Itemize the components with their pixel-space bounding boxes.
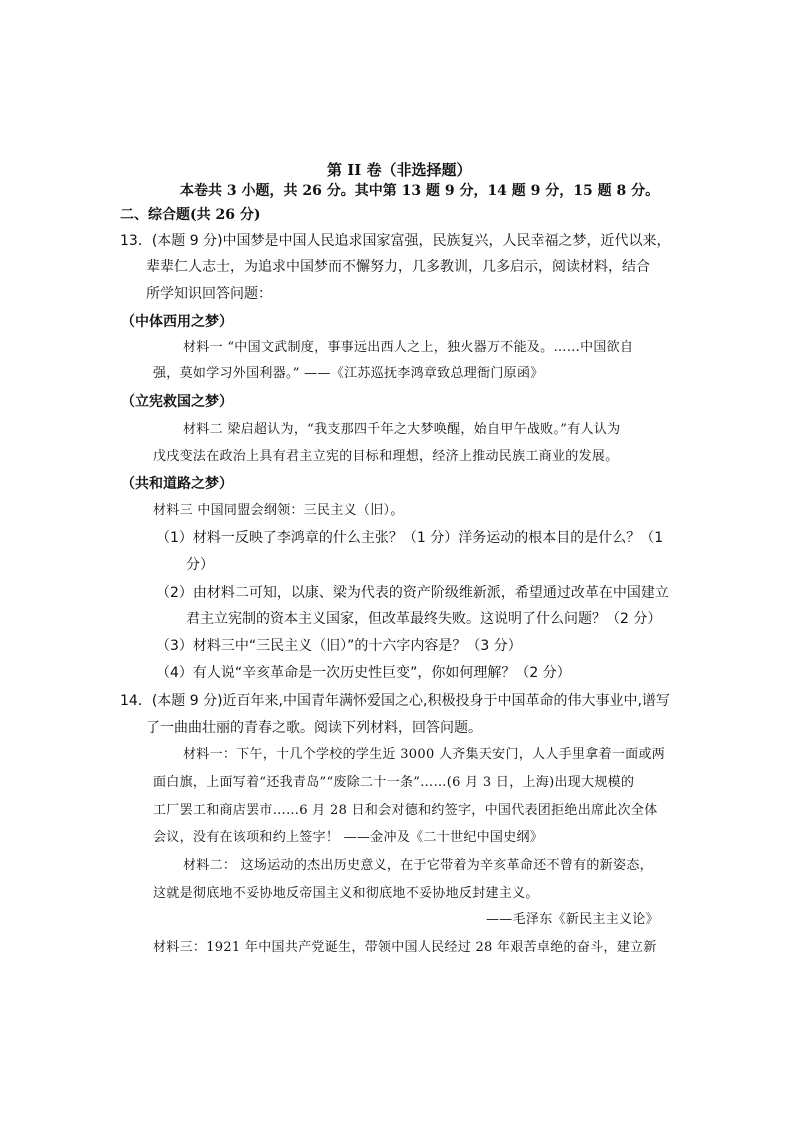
q13-dream1-heading: （中体西用之梦）	[121, 314, 233, 330]
q14-stem-line2: 了一曲曲壮丽的青春之歌。阅读下列材料，回答问题。	[146, 720, 482, 736]
q13-stem-line2: 辈辈仁人志士，为追求中国梦而不懈努力，几多教训，几多启示，阅读材料，结合	[146, 259, 650, 275]
q14-material2-line2: 这就是彻底地不妥协地反帝国主义和彻底地不妥协地反封建主义。	[153, 886, 539, 901]
q14-material3-line1: 材料三：1921 年中国共产党诞生，带领中国人民经过 28 年艰苦卓绝的奋斗，建立新	[153, 940, 657, 955]
q14-material1-line1: 材料一：下午，十几个学校的学生近 3000 人齐集天安门，人人手里拿着一面或两	[183, 747, 666, 762]
q13-subq1-line2: 分）	[186, 557, 214, 573]
q13-stem-line1: 13．(本题 9 分)中国梦是中国人民追求国家富强，民族复兴，人民幸福之梦，近代以来，	[120, 233, 671, 249]
part-title: 第 II 卷（非选择题）	[327, 161, 472, 179]
q13-material1-line1: 材料一 “中国文武制度，事事远出西人之上，独火器万不能及。……中国欲自	[183, 340, 634, 355]
q13-subq2-line1: （2）由材料二可知，以康、梁为代表的资产阶级维新派，希望通过改革在中国建立	[156, 585, 669, 601]
q14-material1-line3: 工厂罢工和商店罢市……6 月 28 日和会对德和约签字，中国代表团拒绝出席此次全体	[153, 803, 658, 818]
q13-material2-line1: 材料二 梁启超认为，“我支那四千年之大梦唤醒，始自甲午战败。”有人认为	[183, 422, 621, 437]
q13-material1-line2: 强，莫如学习外国利器。” ——《江苏巡抚李鸿章致总理衙门原函》	[153, 366, 544, 381]
q13-subq4-line1: （4）有人说“辛亥革命是一次历史性巨变”，你如何理解？（2 分）	[156, 665, 571, 681]
q14-material2-source: ——毛泽东《新民主主义论》	[486, 912, 659, 927]
q13-material3-line1: 材料三 中国同盟会纲领：三民主义（旧）。	[153, 503, 404, 518]
part-subtitle: 本卷共 3 小题，共 26 分。其中第 13 题 9 分，14 题 9 分，15 题 8 分。	[180, 183, 660, 199]
q14-material1-line4: 会议，没有在该项和约上签字！ ——金冲及《二十世纪中国史纲》	[153, 830, 544, 845]
q14-material1-line2: 面白旗，上面写着“还我青岛”“废除二十一条”……(6 月 3 日，上海)出现大规模的	[153, 775, 635, 790]
q13-subq1-line1: （1）材料一反映了李鸿章的什么主张？（1 分）洋务运动的根本目的是什么？（1	[156, 530, 664, 546]
section-heading: 二、综合题(共 26 分)	[120, 207, 261, 223]
q14-material2-line1: 材料二： 这场运动的杰出历史意义，在于它带着为辛亥革命还不曾有的新姿态，	[183, 858, 653, 873]
q13-subq2-line2: 君主立宪制的资本主义国家，但改革最终失败。这说明了什么问题？（2 分）	[186, 611, 662, 627]
q14-stem-line1: 14．(本题 9 分)近百年来,中国青年满怀爱国之心,积极投身于中国革命的伟大事业中,谱写	[120, 693, 670, 709]
q13-dream2-heading: （立宪救国之梦）	[121, 394, 233, 410]
q13-stem-line3: 所学知识回答问题：	[146, 286, 272, 302]
q13-subq3-line1: （3）材料三中“三民主义（旧）”的十六字内容是？（3 分）	[156, 638, 522, 654]
q13-dream3-heading: （共和道路之梦）	[121, 476, 233, 492]
q13-material2-line2: 戊戌变法在政治上具有君主立宪的目标和理想，经济上推动民族工商业的发展。	[153, 449, 619, 464]
